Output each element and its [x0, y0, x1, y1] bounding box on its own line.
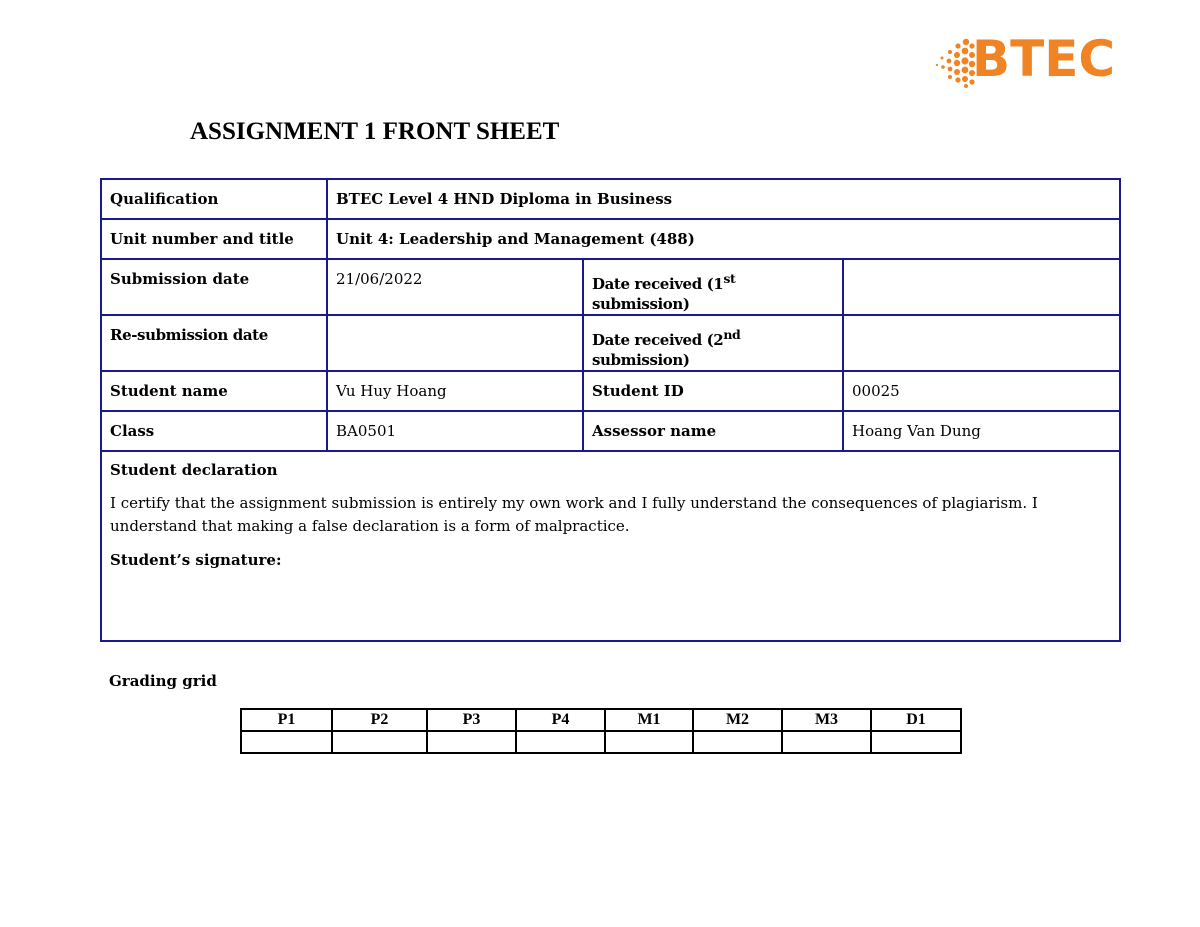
grade-header-p4: P4: [516, 709, 605, 731]
declaration-cell: [101, 451, 1120, 641]
grade-header-d1: D1: [871, 709, 961, 731]
date-received-1-value[interactable]: [843, 259, 1120, 315]
grade-value-p2[interactable]: [332, 731, 427, 753]
resubmission-date-value[interactable]: [327, 315, 583, 371]
declaration-text: I certify that the assignment submission is entirely my own work and I fully understand the consequences of plagiarism. I understand that making a false declaration is a form of malpractice.: [110, 494, 1038, 535]
page-title: ASSIGNMENT 1 FRONT SHEET: [190, 118, 560, 145]
grading-grid: [240, 708, 962, 754]
date-received-2-label-a: Date received (2: [592, 331, 724, 349]
student-id-value: 00025: [843, 371, 1120, 411]
grading-grid-label: Grading grid: [109, 672, 217, 690]
grade-header-m2: M2: [693, 709, 782, 731]
grade-value-p4[interactable]: [516, 731, 605, 753]
grading-value-row: [241, 731, 961, 753]
declaration-row: [101, 451, 1120, 641]
grade-value-p1[interactable]: [241, 731, 332, 753]
assessor-label: Assessor name: [583, 411, 843, 451]
date-received-1-label-a: Date received (1: [592, 275, 724, 293]
date-received-1-sup: st: [723, 271, 736, 286]
unit-label: Unit number and title: [101, 219, 327, 259]
front-sheet-table: [100, 178, 1121, 642]
grade-header-m3: M3: [782, 709, 871, 731]
declaration-heading: Student declaration: [110, 461, 278, 479]
btec-logo-text: BTEC: [972, 30, 1116, 88]
grade-value-d1[interactable]: [871, 731, 961, 753]
qualification-label: Qualification: [101, 179, 327, 219]
grade-value-p3[interactable]: [427, 731, 516, 753]
grading-header-row: [241, 709, 961, 731]
btec-dots-icon: [934, 36, 976, 88]
table-row: [101, 371, 1120, 411]
grade-value-m1[interactable]: [605, 731, 693, 753]
student-name-value: Vu Huy Hoang: [327, 371, 583, 411]
class-value: BA0501: [327, 411, 583, 451]
table-row: [101, 219, 1120, 259]
student-name-label: Student name: [101, 371, 327, 411]
signature-label: Student’s signature:: [110, 551, 282, 569]
date-received-1-label: [583, 259, 843, 315]
table-row: [101, 179, 1120, 219]
grade-header-p3: P3: [427, 709, 516, 731]
date-received-2-label: [583, 315, 843, 371]
submission-date-label: Submission date: [101, 259, 327, 315]
grade-header-m1: M1: [605, 709, 693, 731]
qualification-value: BTEC Level 4 HND Diploma in Business: [327, 179, 1120, 219]
grade-value-m2[interactable]: [693, 731, 782, 753]
class-label: Class: [101, 411, 327, 451]
assessor-value: Hoang Van Dung: [843, 411, 1120, 451]
grade-value-m3[interactable]: [782, 731, 871, 753]
table-row: [101, 411, 1120, 451]
date-received-2-value[interactable]: [843, 315, 1120, 371]
btec-logo: [934, 30, 1120, 90]
table-row: [101, 315, 1120, 371]
table-row: [101, 259, 1120, 315]
date-received-1-label-b: submission): [592, 295, 690, 313]
student-id-label: Student ID: [583, 371, 843, 411]
resubmission-date-label: Re-submission date: [101, 315, 327, 371]
grade-header-p1: P1: [241, 709, 332, 731]
grade-header-p2: P2: [332, 709, 427, 731]
submission-date-value: 21/06/2022: [327, 259, 583, 315]
date-received-2-sup: nd: [723, 327, 741, 342]
unit-value: Unit 4: Leadership and Management (488): [327, 219, 1120, 259]
date-received-2-label-b: submission): [592, 351, 690, 369]
